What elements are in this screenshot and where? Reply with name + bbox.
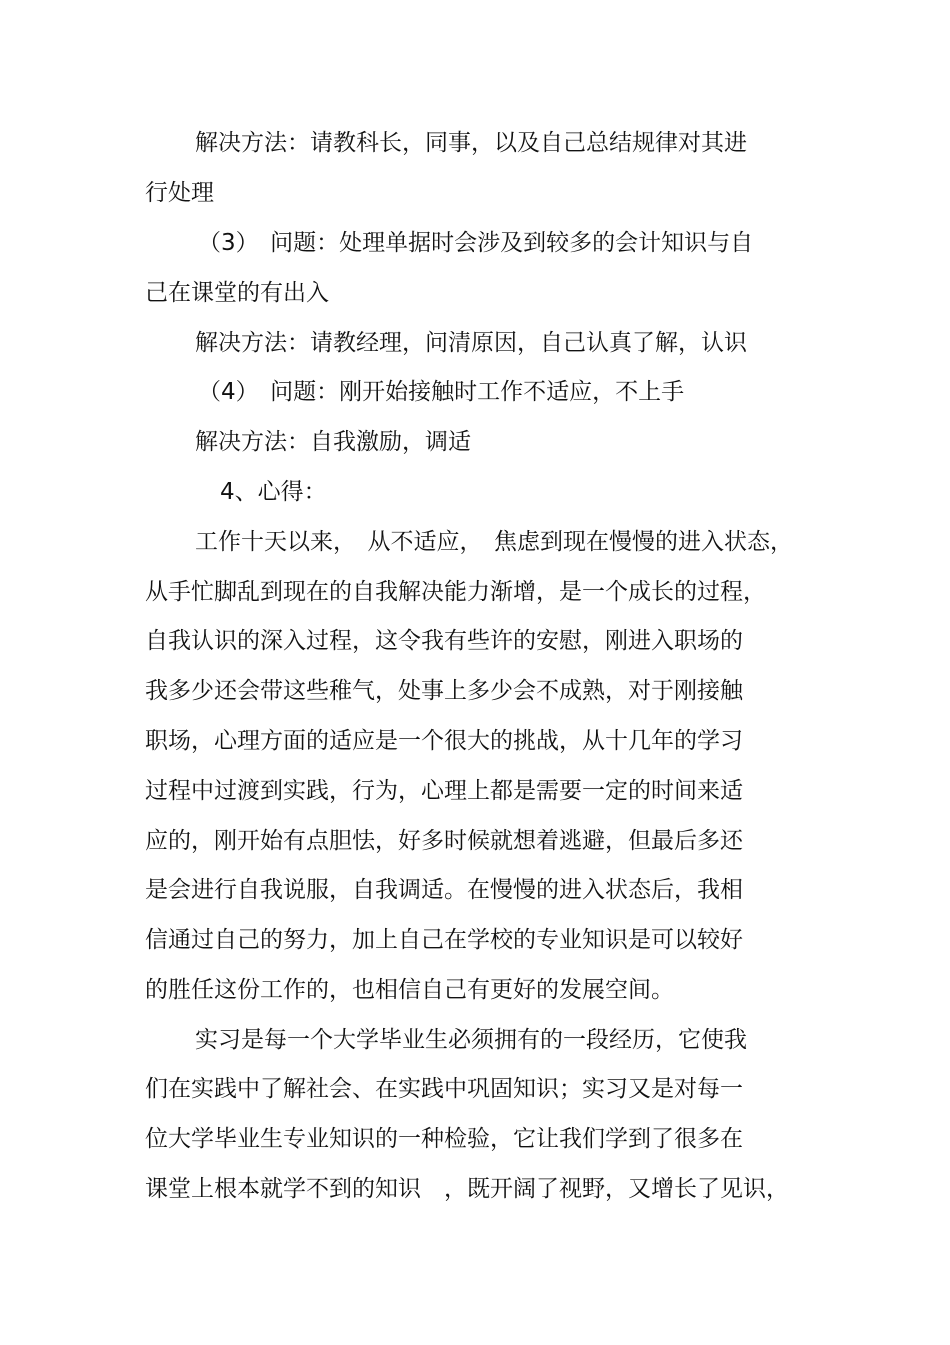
paragraph-line: 我多少还会带这些稚气，处事上多少会不成熟，对于刚接触	[145, 678, 743, 704]
paragraph-line: 位大学毕业生专业知识的一种检验，它让我们学到了很多在	[145, 1126, 743, 1152]
paragraph-line: 从手忙脚乱到现在的自我解决能力渐增，是一个成长的过程，	[145, 579, 766, 605]
paragraph-line: 课堂上根本就学不到的知识 ，既开阔了视野，又增长了见识，	[145, 1176, 789, 1202]
section-heading: 4、心得：	[220, 479, 327, 505]
paragraph-line: 工作十天以来， 从不适应， 焦虑到现在慢慢的进入状态，	[195, 529, 793, 555]
paragraph-line: 信通过自己的努力，加上自己在学校的专业知识是可以较好	[145, 927, 743, 953]
paragraph-line: 解决方法：请教科长，同事，以及自己总结规律对其进	[195, 130, 747, 156]
paragraph-line: 过程中过渡到实践，行为，心理上都是需要一定的时间来适	[145, 778, 743, 804]
paragraph-line: 是会进行自我说服，自我调适。在慢慢的进入状态后，我相	[145, 877, 743, 903]
paragraph-line: 解决方法：请教经理，问清原因，自己认真了解，认识	[195, 330, 747, 356]
paragraph-line: 实习是每一个大学毕业生必须拥有的一段经历，它使我	[195, 1027, 747, 1053]
paragraph-line: 职场，心理方面的适应是一个很大的挑战，从十几年的学习	[145, 728, 743, 754]
paragraph-line: 应的，刚开始有点胆怯，好多时候就想着逃避，但最后多还	[145, 828, 743, 854]
paragraph-line: 己在课堂的有出入	[145, 280, 329, 306]
paragraph-line: 们在实践中了解社会、在实践中巩固知识；实习又是对每一	[145, 1076, 743, 1102]
paragraph-line: （3） 问题：处理单据时会涉及到较多的会计知识与自	[198, 230, 754, 256]
paragraph-line: 的胜任这份工作的，也相信自己有更好的发展空间。	[145, 977, 674, 1003]
paragraph-line: （4） 问题：刚开始接触时工作不适应，不上手	[198, 379, 685, 405]
paragraph-line: 解决方法：自我激励，调适	[195, 429, 471, 455]
paragraph-line: 行处理	[145, 180, 214, 206]
paragraph-line: 自我认识的深入过程，这令我有些许的安慰，刚进入职场的	[145, 628, 743, 654]
